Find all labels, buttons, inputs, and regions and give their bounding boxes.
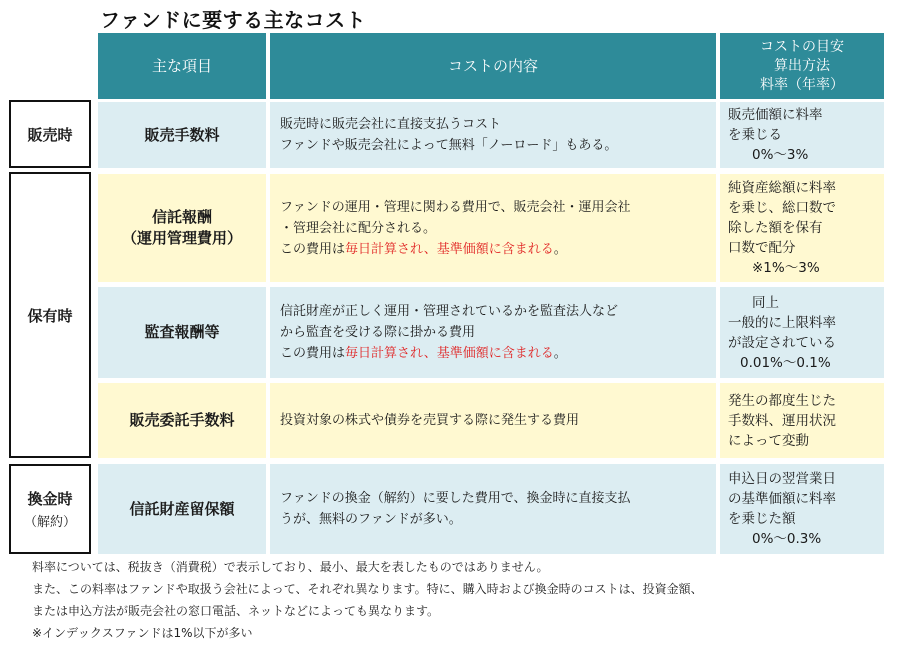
- item-label: 販売委託手数料: [129, 411, 235, 429]
- phase-hold: [9, 172, 91, 458]
- content-line: から監査を受ける際に掛かる費用: [280, 325, 476, 340]
- row-rate: [720, 464, 884, 554]
- content-highlight: 毎日計算され、基準価額に含まれる: [345, 346, 554, 361]
- footnote-line: ※インデックスファンドは1%以下が多い: [32, 626, 253, 640]
- rate-line: 発生の都度生じた: [728, 392, 836, 409]
- row-item: [98, 174, 266, 282]
- header-rate: [720, 33, 884, 99]
- phase-redeem: [9, 464, 91, 554]
- rate-line: 除した額を保有: [728, 220, 823, 236]
- content-suffix: 。: [553, 346, 567, 361]
- content-line: 販売時に販売会社に直接支払うコスト: [280, 117, 502, 132]
- content-line: 投資対象の株式や債券を売買する際に発生する費用: [280, 413, 580, 428]
- rate-line: 手数料、運用状況: [728, 412, 836, 429]
- row-rate: [720, 174, 884, 282]
- rate-line: の基準価額に料率: [728, 491, 836, 507]
- rate-line: 一般的に上限料率: [728, 314, 836, 331]
- content-line: [280, 239, 630, 260]
- rate-line: を乗じる: [728, 127, 782, 143]
- item-label: 信託報酬: [151, 208, 212, 226]
- content-highlight: 毎日計算され、基準価額に含まれる: [345, 241, 554, 257]
- content-line: 信託財産が正しく運用・管理されているかを監査法人など: [280, 304, 619, 319]
- footnote-line: また、この料率はファンドや取扱う会社によって、それぞれ異なります。特に、購入時および換金時のコストは、投資金額、: [32, 582, 703, 596]
- row-item: [98, 287, 266, 378]
- phase-label: 販売時: [27, 125, 73, 144]
- content-suffix: 。: [553, 241, 567, 257]
- row-item: [98, 383, 266, 458]
- item-label: 信託財産留保額: [129, 499, 235, 518]
- header-content: [270, 33, 716, 99]
- row-rate: [720, 383, 884, 458]
- rate-line: を乗じ、総口数で: [728, 200, 836, 216]
- row-rate: [720, 287, 884, 378]
- content-line: うが、無料のファンドが多い。: [280, 512, 462, 527]
- footnotes: [32, 556, 703, 644]
- header-rate-line: コストの目安: [760, 38, 844, 55]
- item-label: （運用管理費用）: [121, 229, 242, 247]
- rate-line: 販売価額に料率: [728, 107, 823, 123]
- rate-value: 0%～3%: [752, 147, 809, 163]
- row-content: [270, 464, 716, 554]
- header-item-label: 主な項目: [151, 57, 212, 75]
- row-item: [98, 102, 266, 168]
- row-item: [98, 464, 266, 554]
- content-line: ファンドや販売会社によって無料「ノーロード」もある。: [280, 138, 618, 153]
- rate-line: 口数で配分: [728, 240, 796, 256]
- footnote-line: 料率については、税抜き（消費税）で表示しており、最小、最大を表したものではありません。: [32, 560, 549, 574]
- phase-sublabel: （解約）: [23, 515, 76, 530]
- content-line: ファンドの運用・管理に関わる費用で、販売会社・運用会社: [280, 199, 631, 215]
- rate-line: 純資産総額に料率: [728, 180, 836, 196]
- header-rate-line: 料率（年率）: [760, 76, 844, 93]
- rate-line: によって変動: [728, 432, 809, 449]
- header-item: [98, 33, 266, 99]
- row-rate: [720, 102, 884, 168]
- item-label: 監査報酬等: [144, 323, 220, 341]
- content-prefix: この費用は: [280, 346, 346, 361]
- rate-value: ※1%～3%: [752, 260, 820, 276]
- content-line: ファンドの換金（解約）に要した費用で、換金時に直接支払: [280, 491, 631, 506]
- rate-line: が設定されている: [728, 334, 836, 351]
- content-line: ・管理会社に配分される。: [280, 220, 437, 236]
- phase-label: 保有時: [27, 306, 73, 325]
- row-content: [270, 174, 716, 282]
- rate-line: 申込日の翌営業日: [728, 471, 836, 487]
- phase-sale: [9, 100, 91, 168]
- page-title: ファンドに要する主なコスト: [100, 8, 367, 32]
- row-content: [270, 102, 716, 168]
- item-label: 販売手数料: [144, 125, 220, 144]
- rate-value: 0%～0.3%: [752, 531, 822, 547]
- footnote-line: または申込方法が販売会社の窓口電話、ネットなどによっても異なります。: [32, 604, 440, 618]
- header-content-label: コストの内容: [447, 57, 538, 75]
- rate-value: 0.01%～0.1%: [740, 354, 831, 371]
- rate-line: 同上: [752, 294, 779, 311]
- phase-label: 換金時: [27, 490, 73, 508]
- row-content: [270, 383, 716, 458]
- content-line: [280, 343, 618, 364]
- row-content: [270, 287, 716, 378]
- header-rate-line: 算出方法: [774, 57, 830, 74]
- rate-line: を乗じた額: [728, 511, 796, 527]
- content-prefix: この費用は: [280, 241, 346, 257]
